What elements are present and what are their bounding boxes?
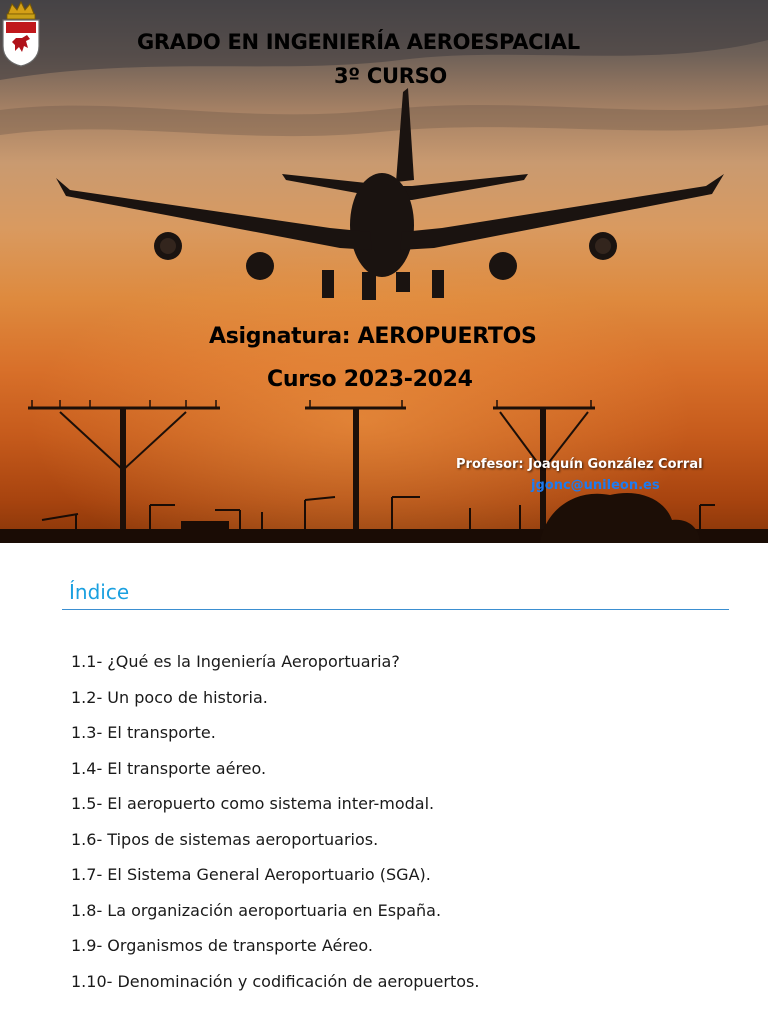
index-item: 1.2- Un poco de historia. <box>71 687 268 707</box>
professor-name: Profesor: Joaquín González Corral <box>456 457 703 472</box>
index-item: 1.9- Organismos de transporte Aéreo. <box>71 936 373 955</box>
index-heading: Índice <box>69 580 130 604</box>
university-crest-icon <box>0 0 42 68</box>
index-item: 1.1- ¿Qué es la Ingeniería Aeroportuaria? <box>71 652 400 671</box>
index-item: 1.6- Tipos de sistemas aeroportuarios. <box>71 829 379 849</box>
index-item: 1.4- El transporte aéreo. <box>71 758 267 778</box>
professor-email-link[interactable]: jgonc@unileon.es <box>531 478 660 493</box>
degree-title: GRADO EN INGENIERÍA AEROESPACIAL <box>137 30 580 54</box>
index-item: 1.8- La organización aeroportuaria en España. <box>71 900 442 920</box>
divider <box>62 609 729 610</box>
subject-title: Asignatura: AEROPUERTOS <box>209 324 537 349</box>
index-list <box>71 650 479 1005</box>
index-item: 1.3- El transporte. <box>71 723 216 742</box>
course-level: 3º CURSO <box>334 64 447 88</box>
index-item: 1.5- El aeropuerto como sistema inter-modal. <box>71 794 435 813</box>
index-item: 1.10- Denominación y codificación de aeropuertos. <box>71 971 480 991</box>
index-item: 1.7- El Sistema General Aeroportuario (SGA). <box>71 865 431 884</box>
academic-year: Curso 2023-2024 <box>267 367 473 392</box>
